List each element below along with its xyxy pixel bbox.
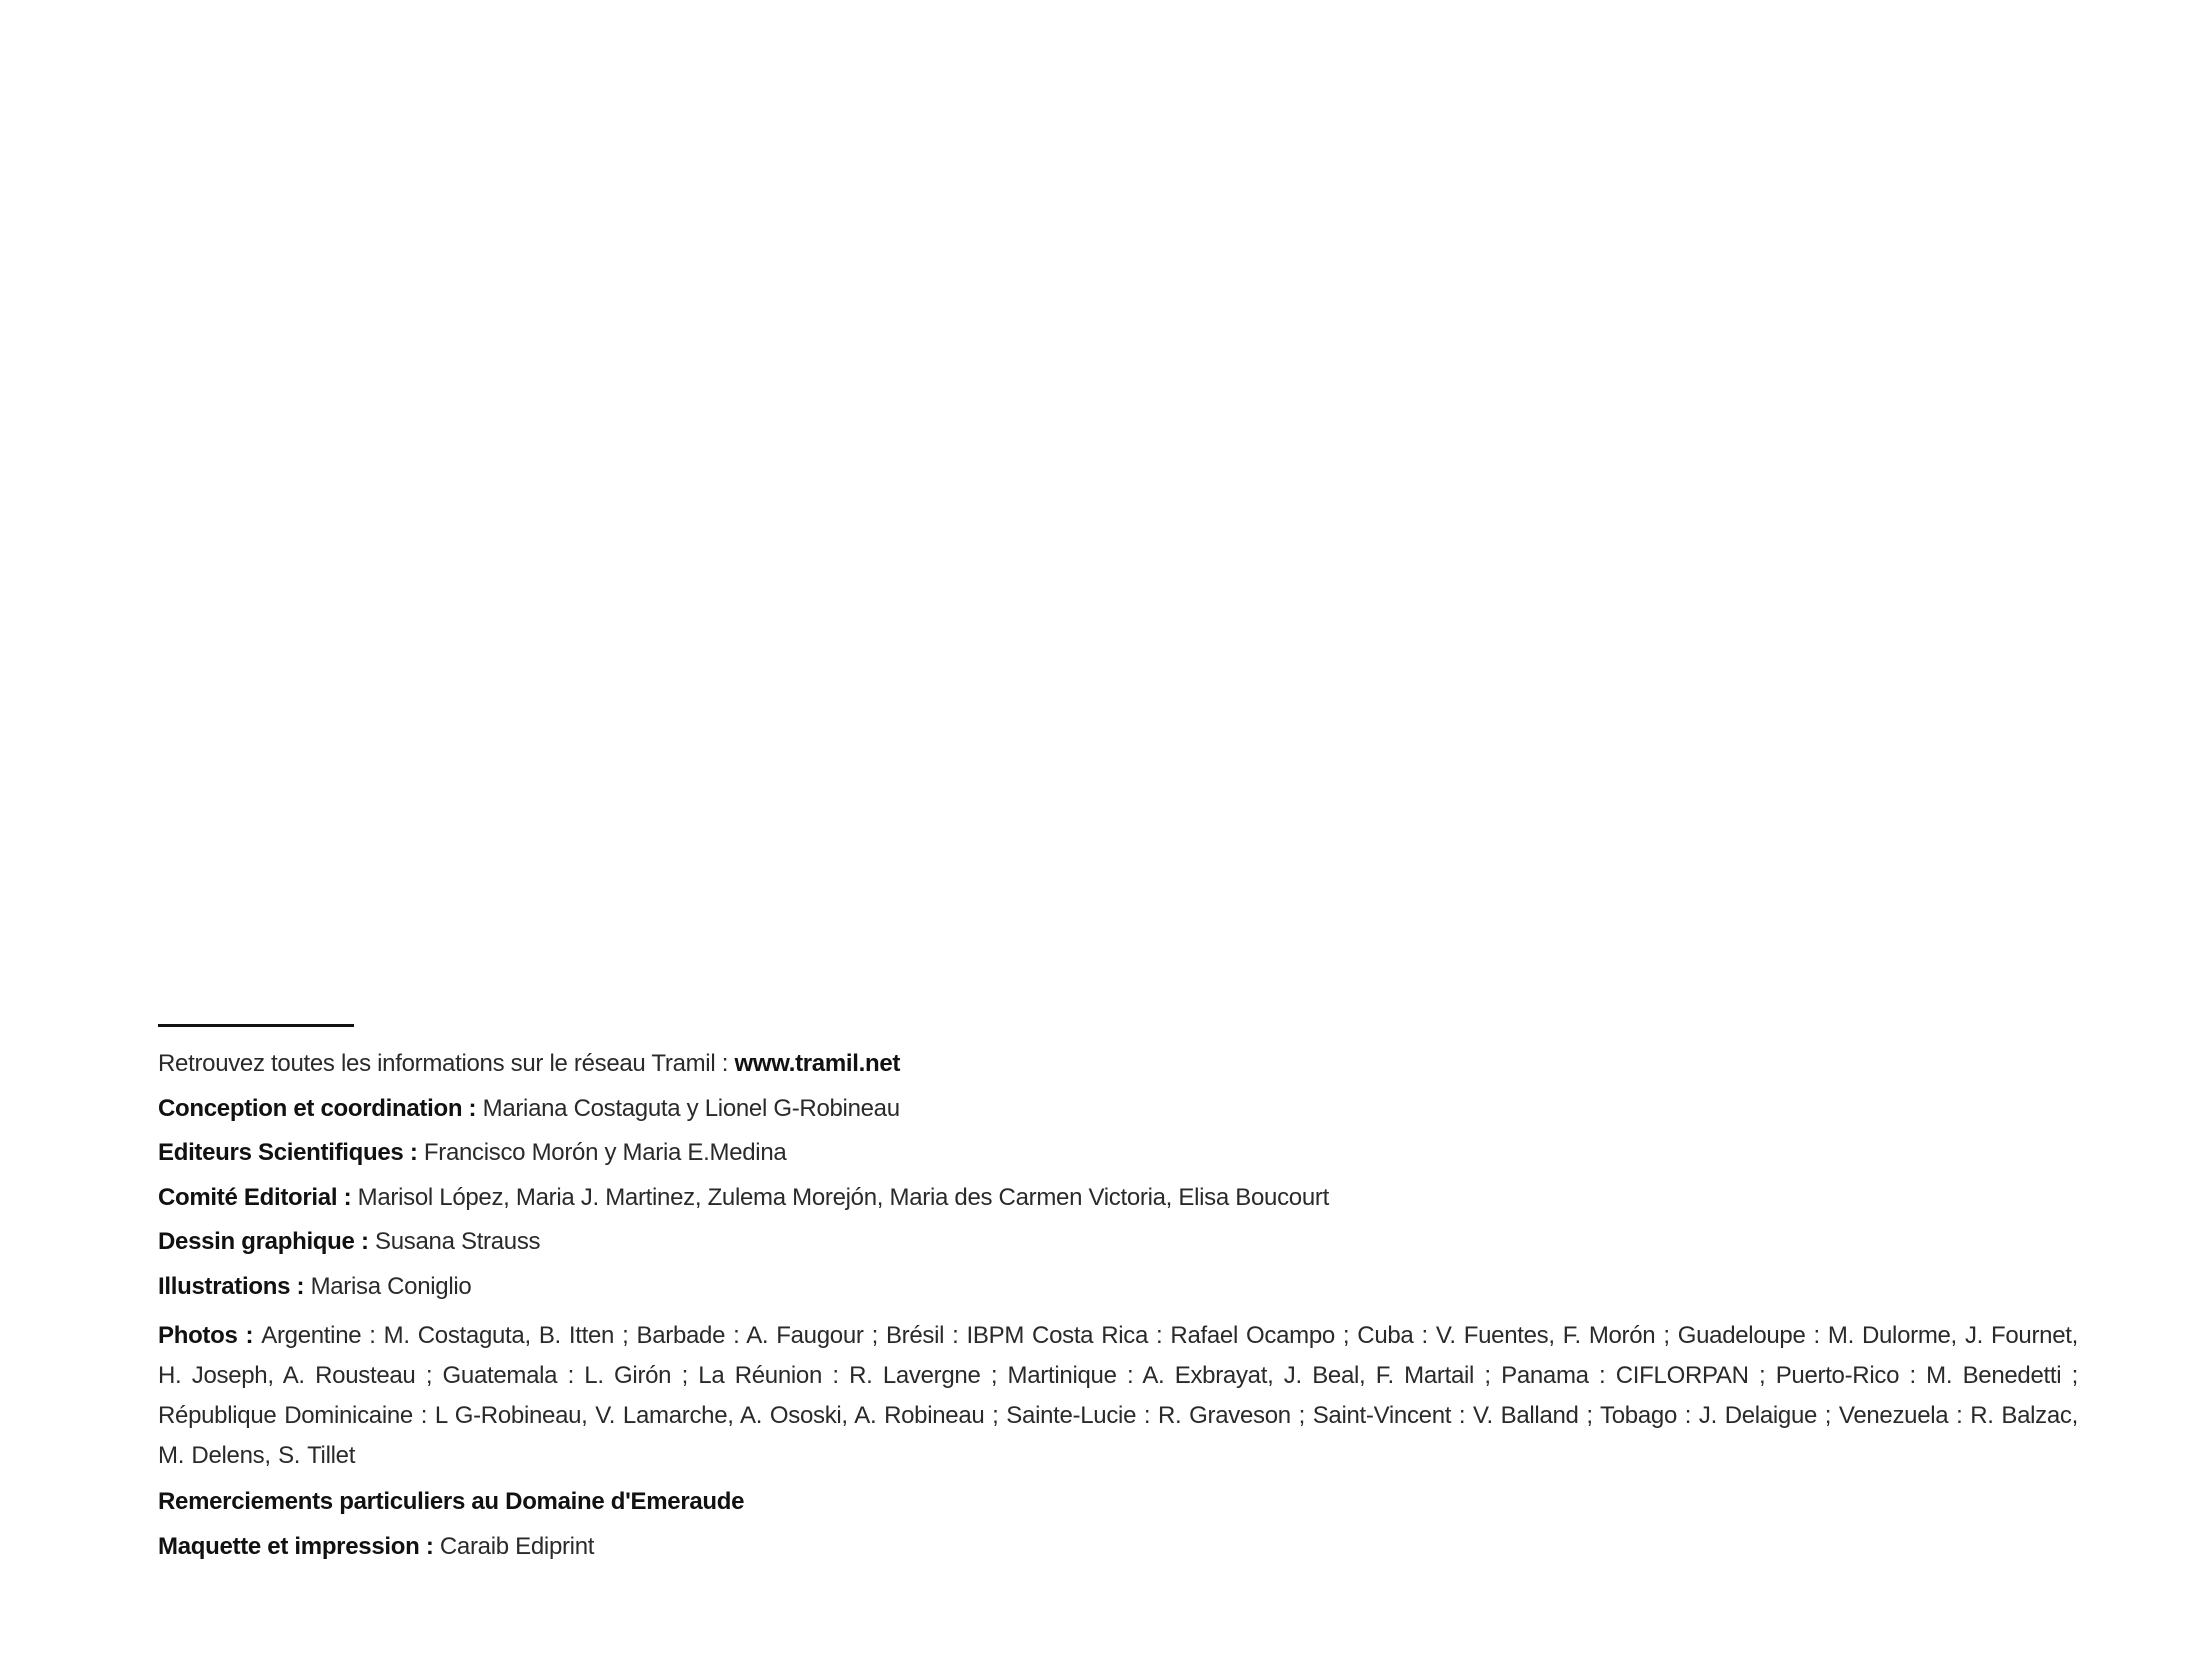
credits-block — [158, 1024, 2078, 1576]
website-link[interactable]: www.tramil.net — [734, 1050, 901, 1077]
photos-value: Argentine : M. Costaguta, B. Itten ; Barbade : A. Faugour ; Brésil : IBPM Costa Rica : Rafael Ocampo ; Cuba : V. Fuentes, F. Morón ; Guadeloupe : M. Dulorme, J. Fournet, H. Joseph, A. Rousteau ; Guatemala : L. Girón ; La Réunion : R. Lavergne ; Martinique : A. Exbrayat, J. Beal, F. Martail ; Panama : CIFLORPAN ; Puerto-Rico : M. Benedetti ; République Dominicaine : L G-Robineau, V. Lamarche, A. Ososki, A. Robineau ; Sainte-Lucie : R. Graveson ; Saint-Vincent : V. Balland ; Tobago : J. Delaigue ; Venezuela : R. Balzac, M. Delens, S. Tillet — [158, 1322, 2078, 1469]
illustrations-line — [158, 1272, 2078, 1302]
comite-label: Comité Editorial : — [158, 1183, 358, 1211]
conception-label: Conception et coordination : — [158, 1094, 483, 1122]
editeurs-line — [158, 1138, 2078, 1168]
comite-value: Marisol López, Maria J. Martinez, Zulema Morejón, Maria des Carmen Victoria, Elisa Boucourt — [357, 1183, 1329, 1211]
intro-text: Retrouvez toutes les informations sur le réseau Tramil : — [158, 1050, 735, 1077]
illustrations-label: Illustrations : — [158, 1272, 311, 1300]
remerciements-line — [158, 1487, 2078, 1517]
conception-value: Mariana Costaguta y Lionel G-Robineau — [482, 1094, 900, 1122]
remerciements-label: Remerciements particuliers au Domaine d'Emeraude — [158, 1488, 745, 1515]
comite-line — [158, 1183, 2078, 1213]
intro-line — [158, 1049, 2078, 1079]
divider-rule — [158, 1024, 354, 1027]
editeurs-label: Editeurs Scientifiques : — [158, 1139, 424, 1166]
dessin-value: Susana Strauss — [375, 1228, 541, 1255]
photos-label: Photos : — [158, 1322, 262, 1349]
editeurs-value: Francisco Morón y Maria E.Medina — [423, 1139, 787, 1166]
maquette-label: Maquette et impression : — [158, 1532, 440, 1560]
maquette-line — [158, 1532, 2078, 1562]
illustrations-value: Marisa Coniglio — [310, 1272, 472, 1300]
photos-paragraph — [158, 1316, 2078, 1476]
dessin-line — [158, 1227, 2078, 1257]
conception-line — [158, 1094, 2078, 1124]
dessin-label: Dessin graphique : — [158, 1228, 376, 1255]
maquette-value: Caraib Ediprint — [439, 1532, 595, 1560]
